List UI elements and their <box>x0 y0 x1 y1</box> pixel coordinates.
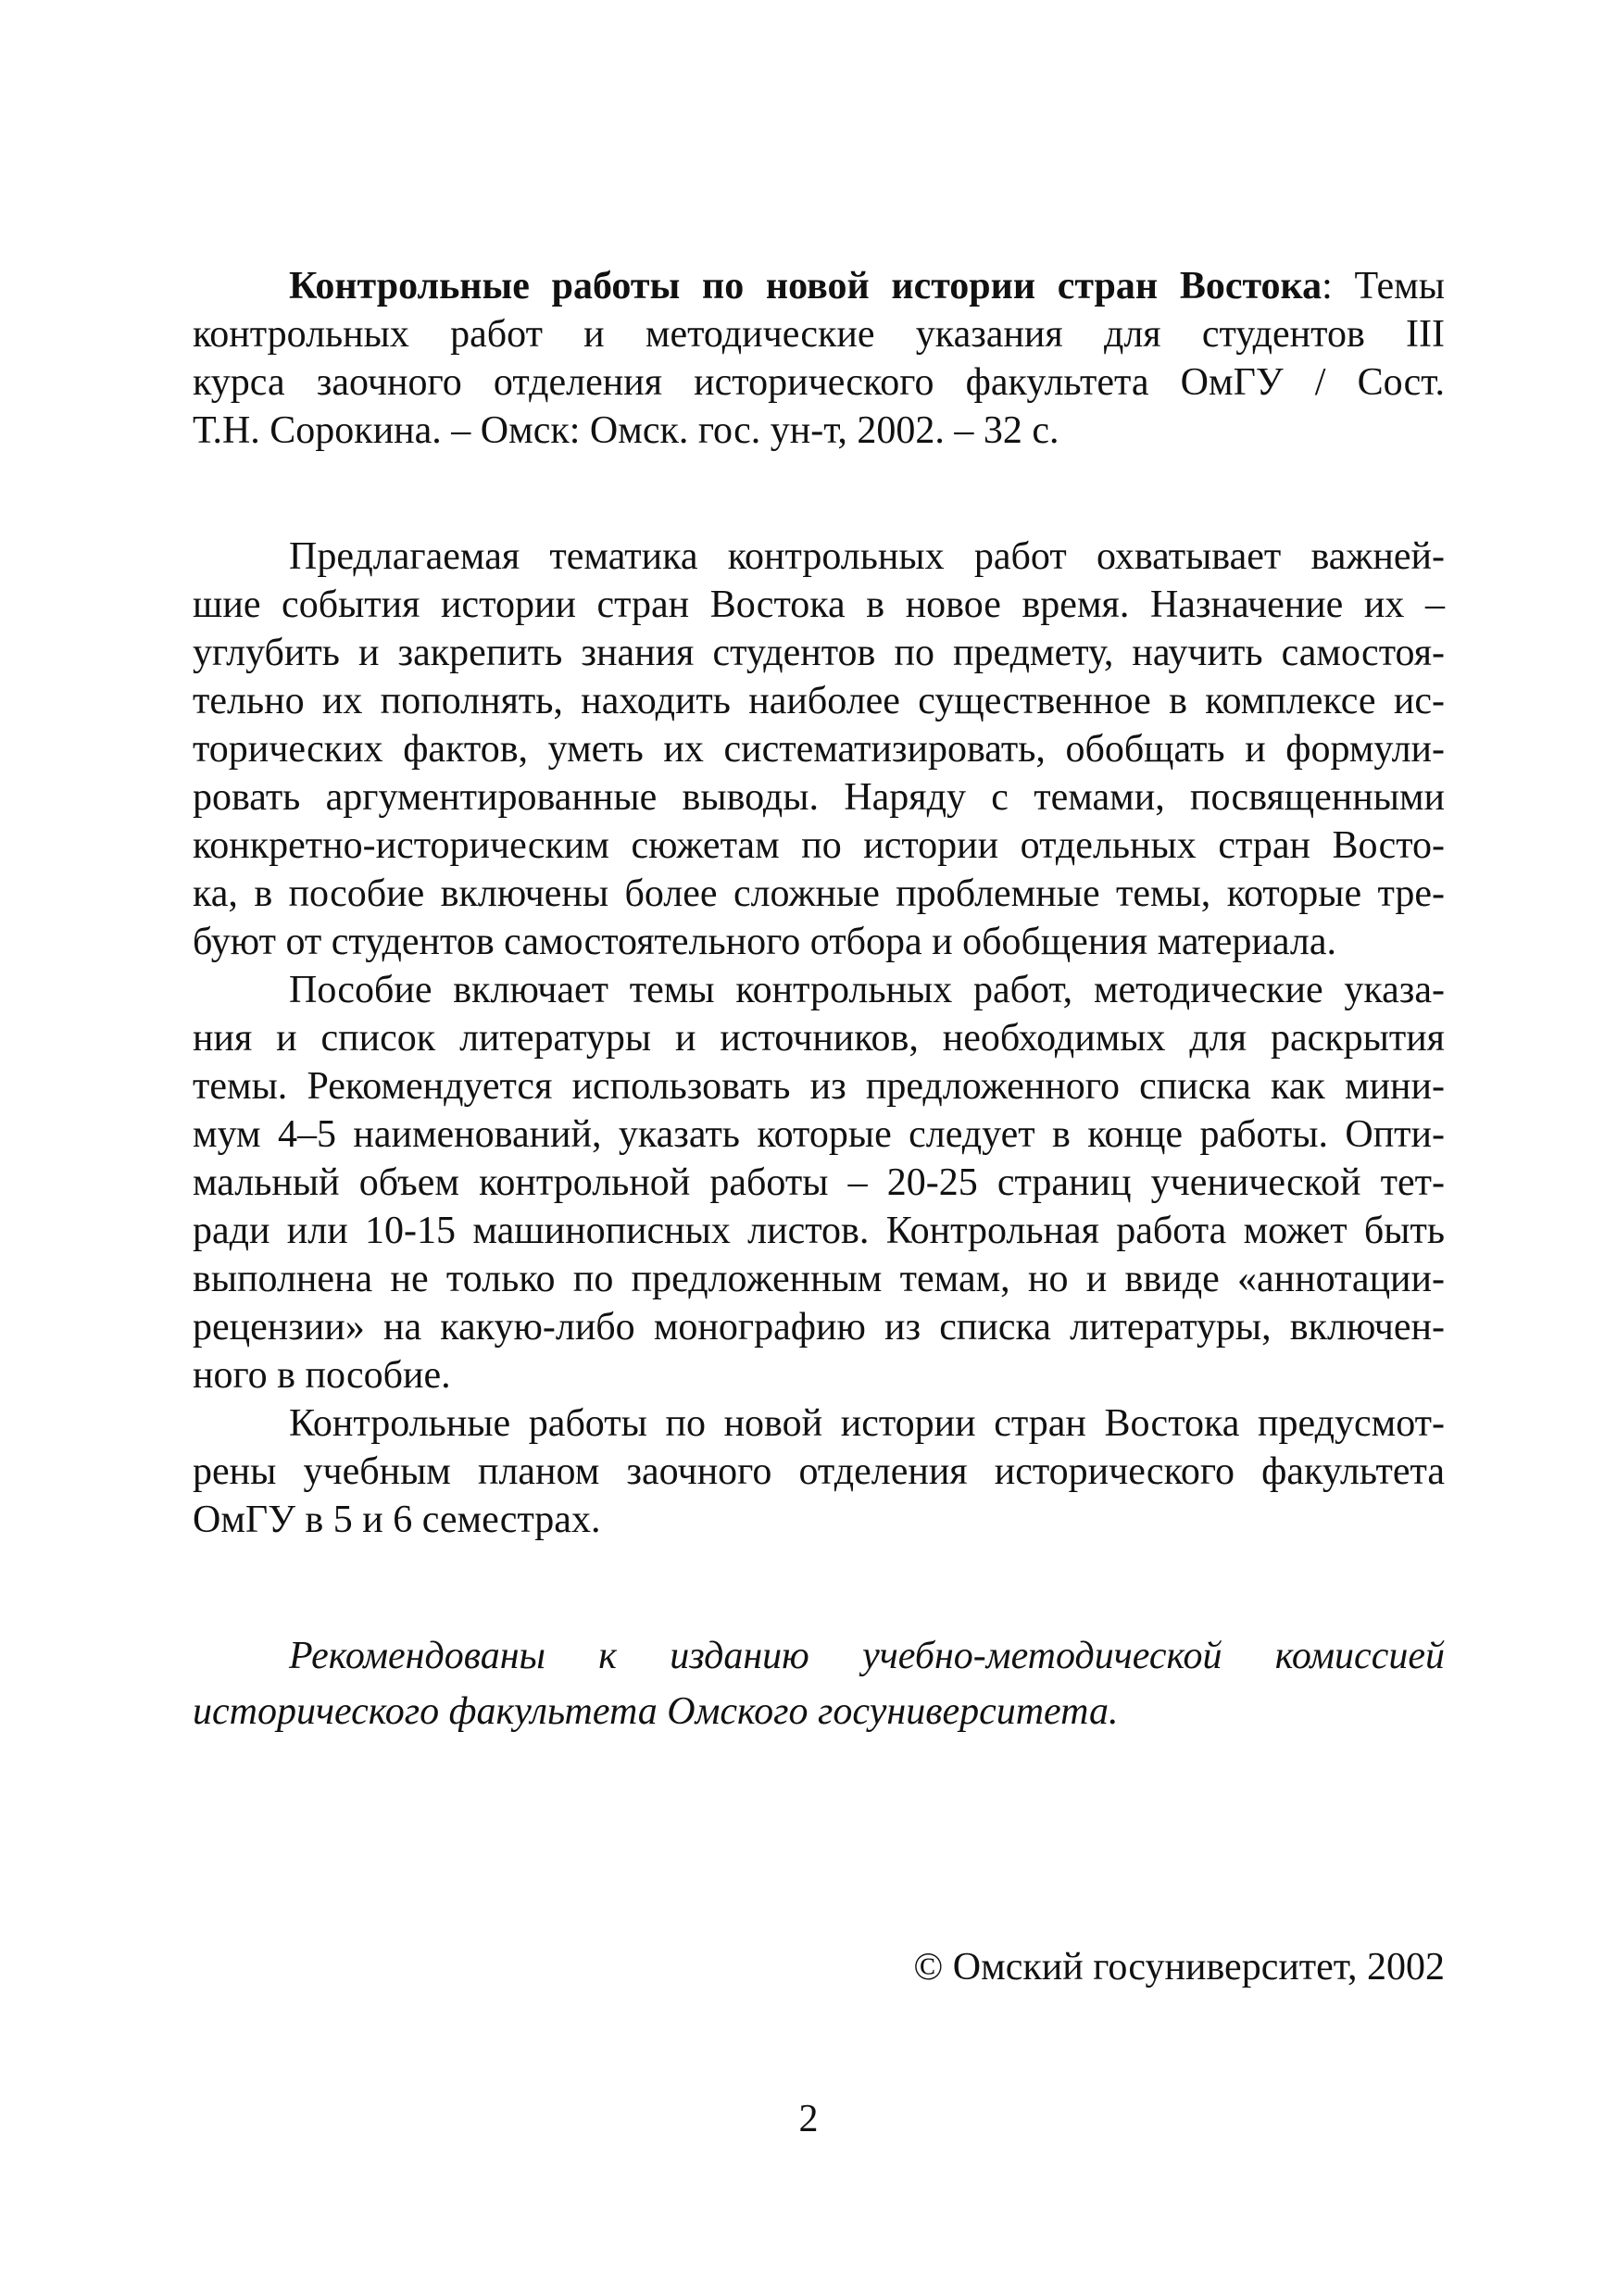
paragraph-line: ка, в пособие включены более сложные проблемные темы, которые тре- <box>193 872 1445 915</box>
paragraph-line: буют от студентов самостоятельного отбора и обобщения материала. <box>193 921 1337 963</box>
paragraph-line: ради или 10-15 машинописных листов. Контрольная работа может быть <box>193 1210 1445 1252</box>
paragraph-line: ния и список литературы и источников, необходимых для раскрытия <box>193 1017 1445 1060</box>
paragraph-line: тельно их пополнять, находить наиболее существенное в комплексе ис- <box>193 680 1445 722</box>
paragraph-line: рены учебным планом заочного отделения исторического факультета <box>193 1450 1445 1493</box>
bib-title: Контрольные работы по новой истории стран Востока <box>289 265 1322 307</box>
paragraph-line: выполнена не только по предложенным темам, но и ввиде «аннотации- <box>193 1258 1445 1300</box>
paragraph-line: углубить и закрепить знания студентов по предмету, научить самостоя- <box>193 632 1445 674</box>
paragraph-line: мум 4–5 наименований, указать которые следует в конце работы. Опти- <box>193 1113 1445 1156</box>
copyright-notice: © Омский госуниверситет, 2002 <box>913 1946 1445 1989</box>
recommendation-line: исторического факультета Омского госуниверситета. <box>193 1690 1119 1733</box>
bib-line-4: Т.Н. Сорокина. – Омск: Омск. гос. ун-т, 2002. – 32 с. <box>193 409 1059 452</box>
bib-line-2: контрольных работ и методические указания для студентов III <box>193 313 1445 356</box>
paragraph-line: торических фактов, уметь их систематизировать, обобщать и формули- <box>193 728 1445 771</box>
bib-title-rest: : Темы <box>1322 265 1445 307</box>
annotation-body <box>193 533 1445 1544</box>
recommendation-note <box>193 1628 1445 1739</box>
bib-line-3: курса заочного отделения исторического факультета ОмГУ / Сост. <box>193 361 1445 404</box>
page-number: 2 <box>798 2098 819 2140</box>
paragraph-line: ного в пособие. <box>193 1354 451 1397</box>
paragraph-line: конкретно-историческим сюжетам по истории отдельных стран Восто- <box>193 824 1445 867</box>
bibliographic-description <box>193 262 1445 455</box>
paragraph-line: шие события истории стран Востока в новое время. Назначение их – <box>193 583 1445 626</box>
paragraph-line: ровать аргументированные выводы. Наряду с темами, посвященными <box>193 776 1445 819</box>
paragraph-line: мальный объем контрольной работы – 20-25 страниц ученической тет- <box>193 1161 1445 1204</box>
bib-line-1 <box>193 262 1445 310</box>
paragraph-line: ОмГУ в 5 и 6 семестрах. <box>193 1499 601 1541</box>
paragraph-line: Пособие включает темы контрольных работ, методические указа- <box>289 969 1445 1011</box>
recommendation-line: Рекомендованы к изданию учебно-методической комиссией <box>289 1635 1445 1677</box>
paragraph-line: темы. Рекомендуется использовать из предложенного списка как мини- <box>193 1065 1445 1108</box>
paragraph-line: Предлагаемая тематика контрольных работ охватывает важней- <box>289 535 1445 578</box>
paragraph-line: Контрольные работы по новой истории стран Востока предусмот- <box>289 1402 1445 1445</box>
paragraph-line: рецензии» на какую-либо монографию из списка литературы, включен- <box>193 1306 1445 1349</box>
